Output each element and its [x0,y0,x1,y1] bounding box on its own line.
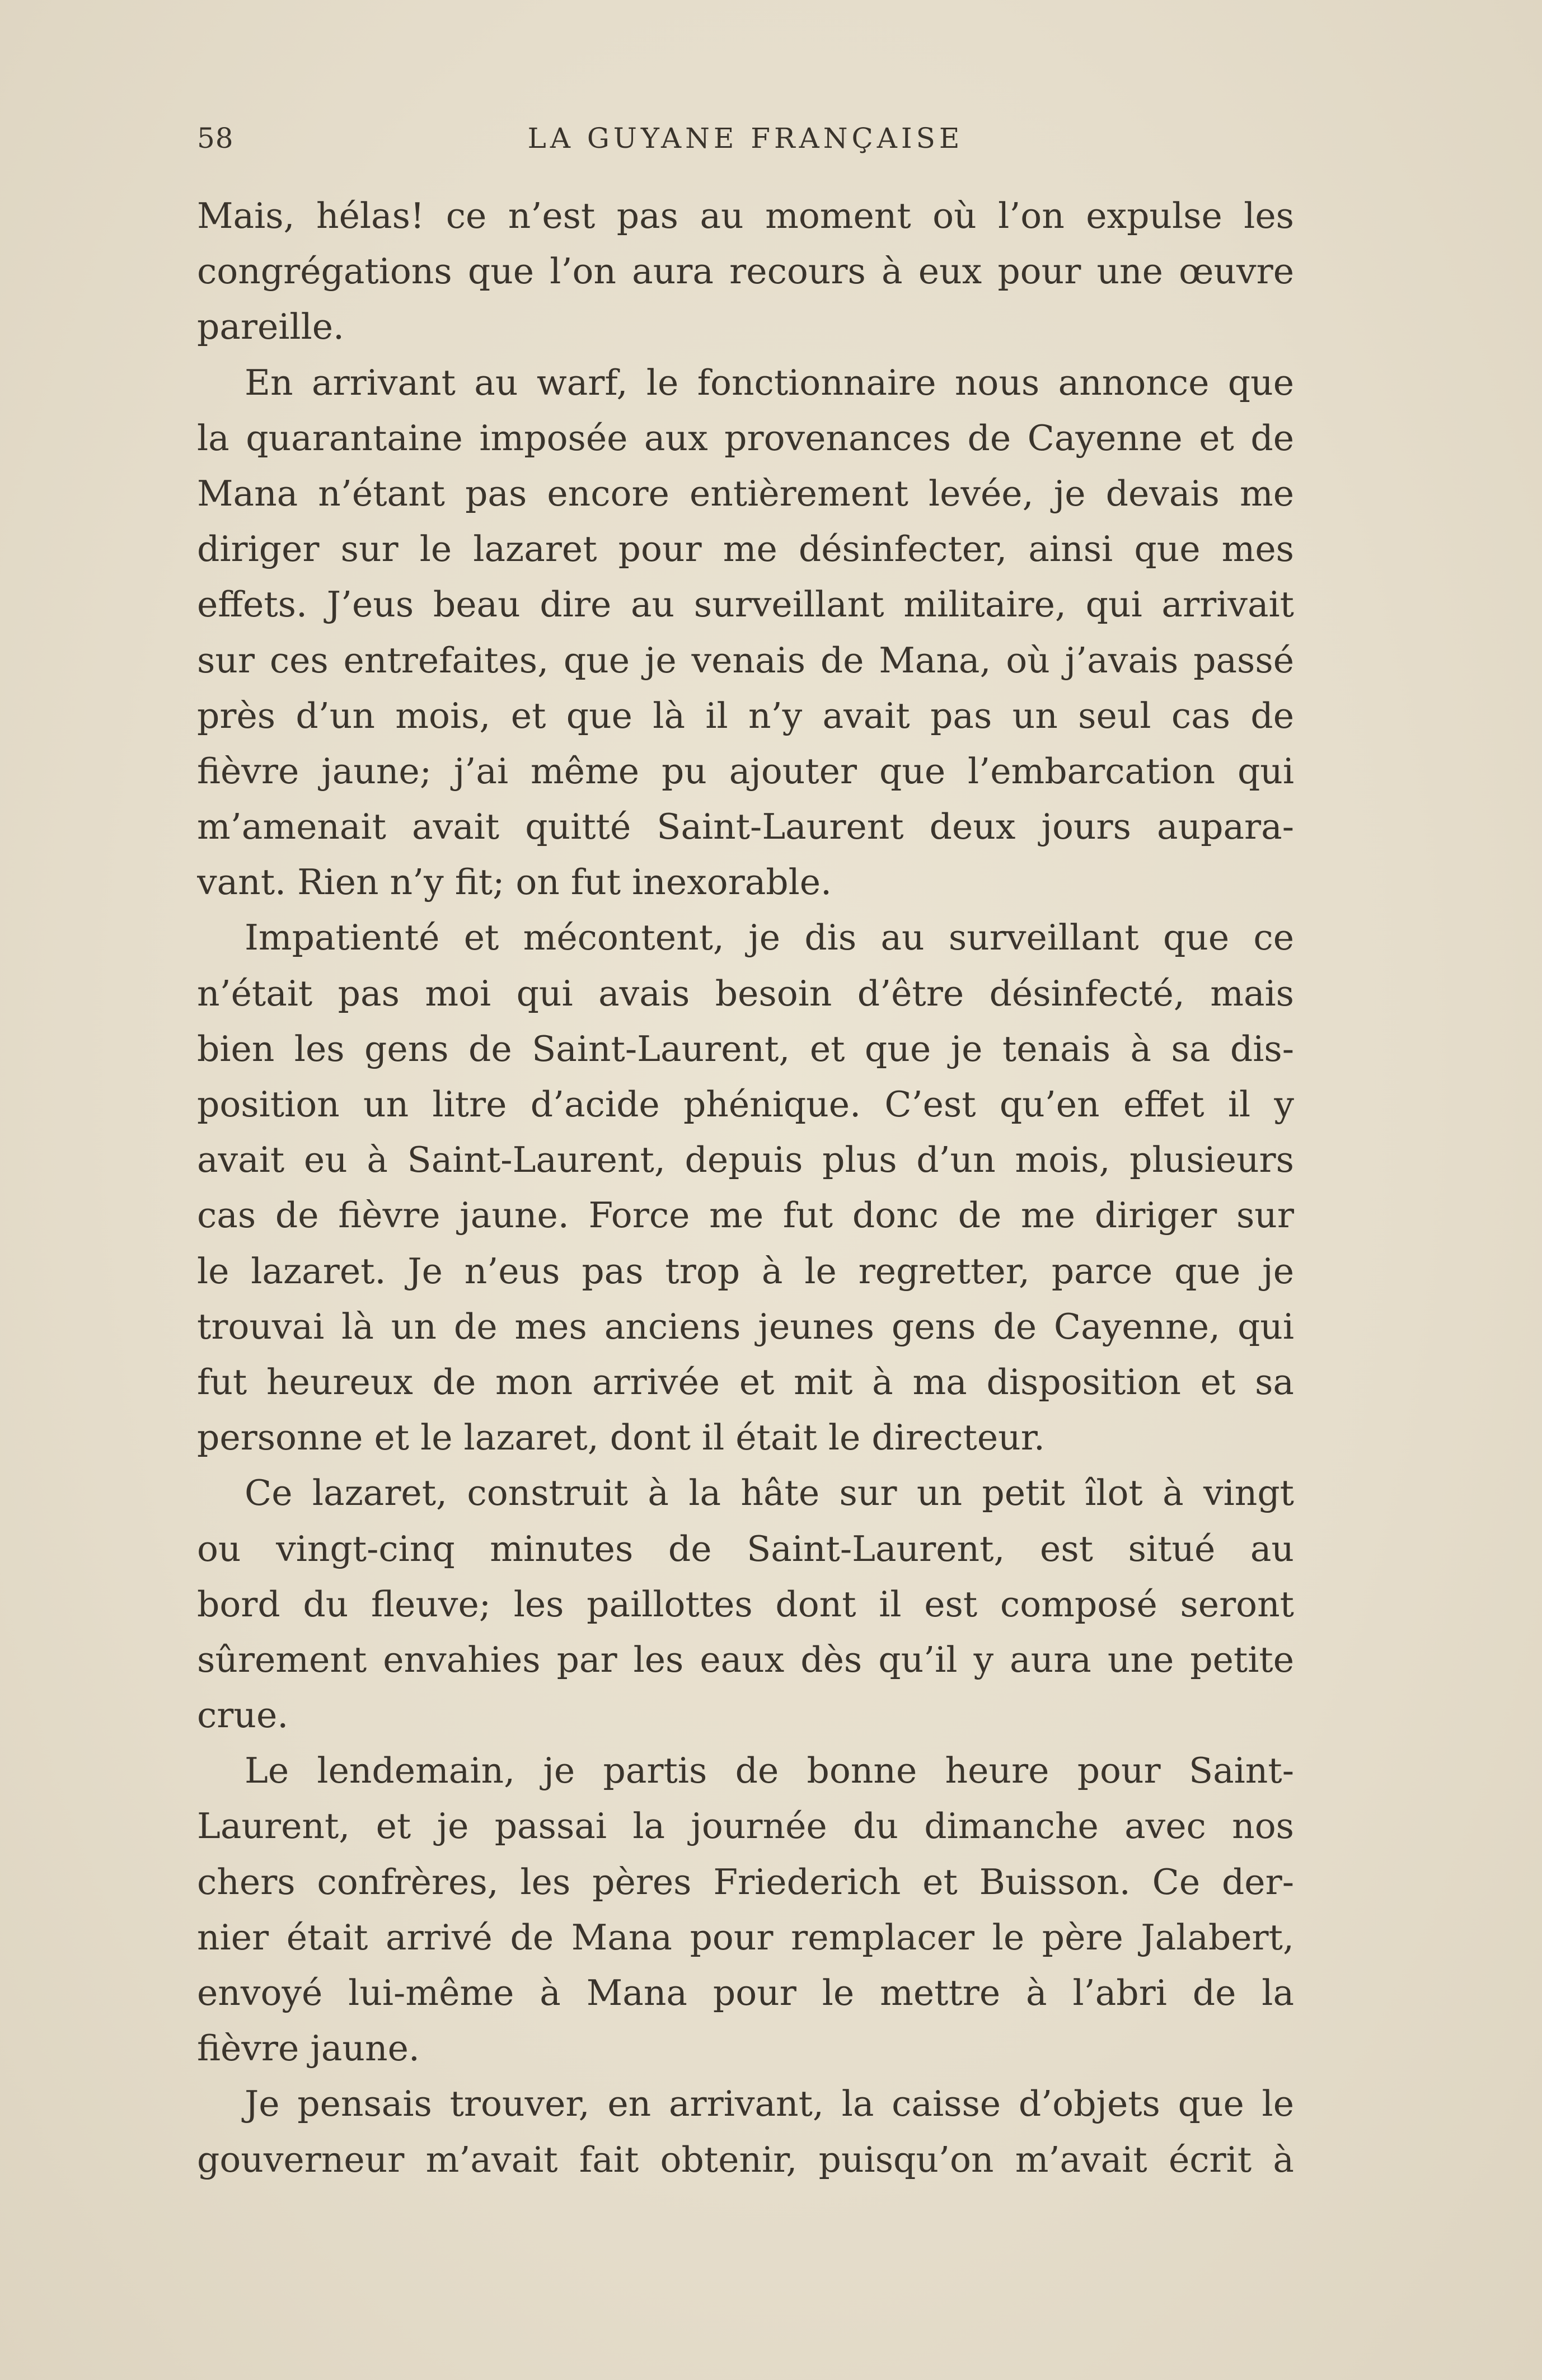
text-line: En arrivant au warf, le fonctionnaire nous annonce que [245,362,1294,403]
text-line: gouverneur m’avait fait obtenir, puisqu’on m’avait écrit à [197,2139,1294,2180]
text-line: diriger sur le lazaret pour me désinfecter, ainsi que mes [197,529,1294,570]
text-line: personne et le lazaret, dont il était le directeur. [197,1417,1045,1458]
text-line: nier était arrivé de Mana pour remplacer le père Jalabert, [197,1916,1294,1958]
text-line: chers confrères, les pères Friederich et Buisson. Ce der- [197,1861,1294,1902]
text-line: fièvre jaune; j’ai même pu ajouter que l’embarcation qui [197,750,1294,792]
text-line: envoyé lui-même à Mana pour le mettre à l’abri de la [197,1972,1294,2013]
text-line: m’amenait avait quitté Saint-Laurent deux jours aupara- [197,806,1294,848]
text-line: le lazaret. Je n’eus pas trop à le regretter, parce que je [197,1250,1294,1292]
text-line: Impatienté et mécontent, je dis au surveillant que ce [245,917,1294,958]
text-line: cas de fièvre jaune. Force me fut donc de me diriger sur [197,1195,1294,1236]
text-line: n’était pas moi qui avais besoin d’être désinfecté, mais [197,972,1294,1014]
text-line: trouvai là un de mes anciens jeunes gens de Cayenne, qui [197,1306,1294,1347]
text-line: avait eu à Saint-Laurent, depuis plus d’un mois, plusieurs [197,1139,1294,1181]
text-line: crue. [197,1695,289,1736]
text-line: près d’un mois, et que là il n’y avait pas un seul cas de [197,695,1294,736]
body-text [197,188,1294,2187]
text-line: sur ces entrefaites, que je venais de Mana, où j’avais passé [197,639,1294,681]
text-line: pareille. [197,306,345,348]
text-line: sûrement envahies par les eaux dès qu’il y aura une petite [197,1639,1294,1680]
running-title: LA GUYANE FRANÇAISE [527,122,964,155]
text-line: Mana n’étant pas encore entièrement levée, je devais me [197,473,1294,514]
text-line: congrégations que l’on aura recours à eux pour une œuvre [197,251,1294,292]
text-line: ou vingt-cinq minutes de Saint-Laurent, est situé au [197,1528,1294,1569]
text-line: vant. Rien n’y fit; on fut inexorable. [197,862,832,903]
text-line: position un litre d’acide phénique. C’est qu’en effet il y [197,1084,1294,1125]
text-line: fut heureux de mon arrivée et mit à ma disposition et sa [197,1361,1294,1402]
text-line: Le lendemain, je partis de bonne heure pour Saint- [245,1750,1294,1792]
page-number: 58 [197,122,234,155]
text-line: fièvre jaune. [197,2028,420,2069]
text-line: Ce lazaret, construit à la hâte sur un petit îlot à vingt [245,1472,1294,1514]
text-line: Mais, hélas! ce n’est pas au moment où l’on expulse les [197,195,1294,236]
text-line: la quarantaine imposée aux provenances de Cayenne et de [197,417,1294,459]
text-line: Laurent, et je passai la journée du dimanche avec nos [197,1806,1294,1847]
text-line: bord du fleuve; les paillottes dont il est composé seront [197,1583,1294,1625]
text-line: effets. J’eus beau dire au surveillant militaire, qui arrivait [197,584,1294,625]
text-line: bien les gens de Saint-Laurent, et que je tenais à sa dis- [197,1028,1294,1069]
running-head [197,122,1294,167]
text-line: Je pensais trouver, en arrivant, la caisse d’objets que le [245,2083,1294,2125]
